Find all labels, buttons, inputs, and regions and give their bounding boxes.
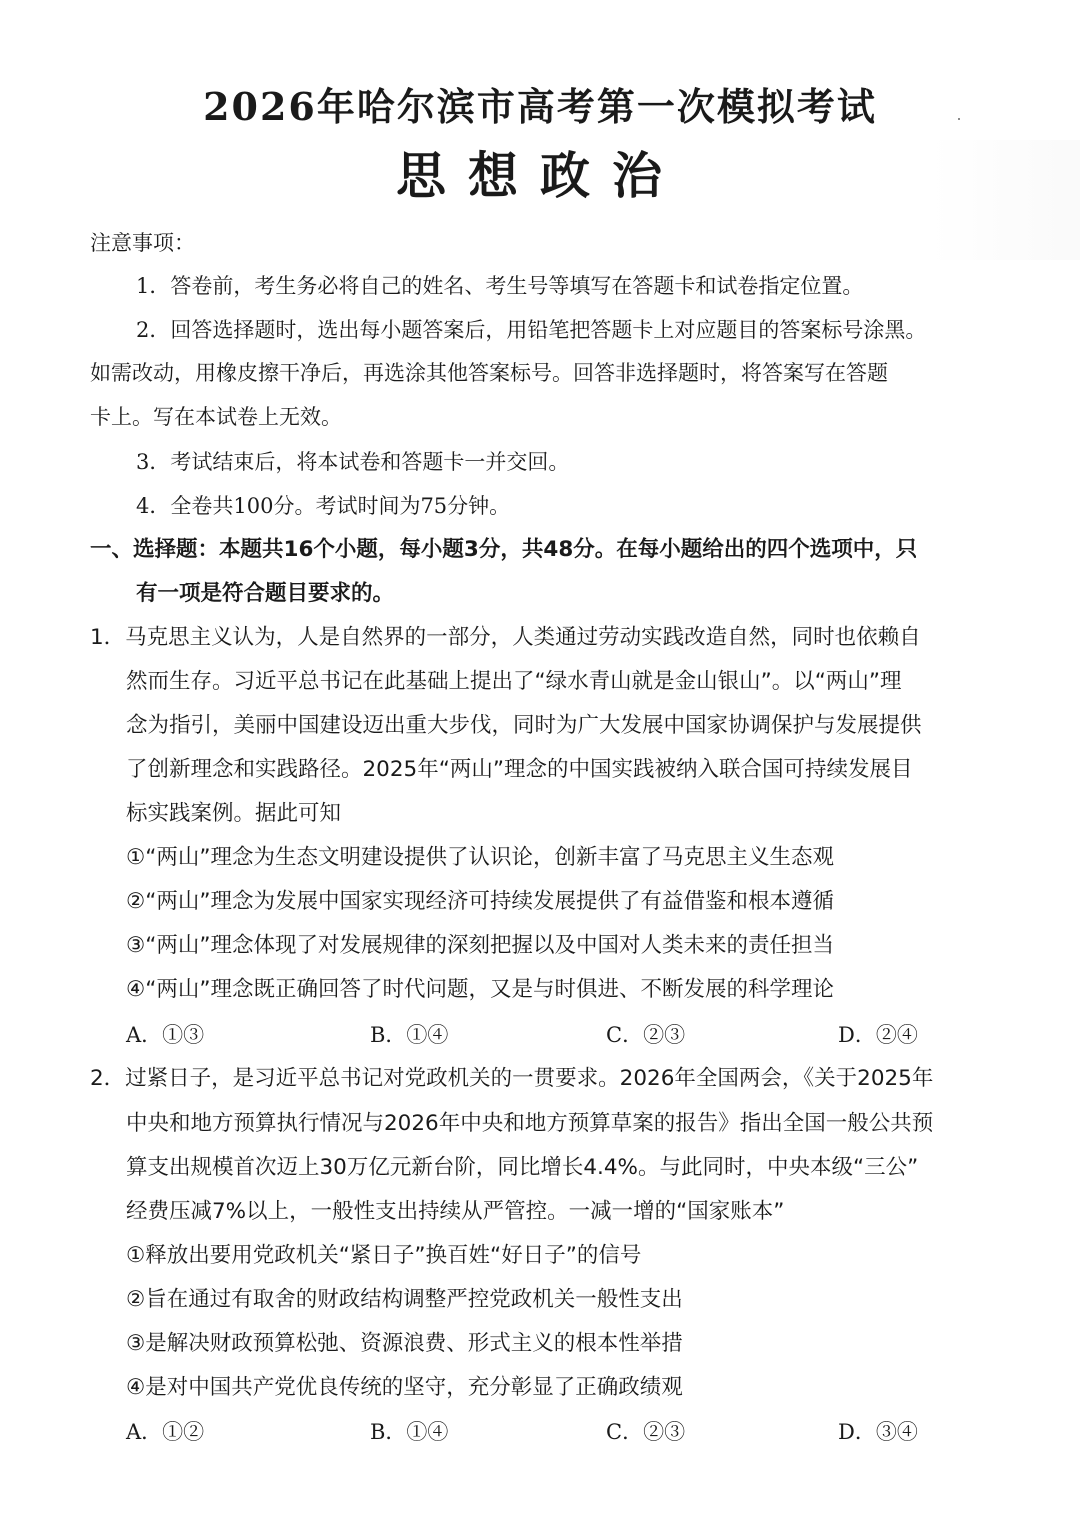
statement: ②“两山”理念为发展中国家实现经济可持续发展提供了有益借鉴和根本遵循 — [126, 889, 835, 914]
section-heading: 一、选择题：本题共16个小题，每小题3分，共48分。在每小题给出的四个选项中，只 — [90, 537, 918, 562]
question-stem: 标实践案例。据此可知 — [126, 801, 342, 826]
subject-title: 思想政治 — [396, 146, 684, 205]
statement: ④“两山”理念既正确回答了时代问题，又是与时俱进、不断发展的科学理论 — [126, 977, 835, 1002]
statement: ②旨在通过有取舍的财政结构调整严控党政机关一般性支出 — [126, 1287, 683, 1312]
answer-option-a: A．①② — [126, 1420, 205, 1444]
notice-line: 2．回答选择题时，选出每小题答案后，用铅笔把答题卡上对应题目的答案标号涂黑。 — [136, 318, 927, 342]
statement: ③是解决财政预算松弛、资源浪费、形式主义的根本性举措 — [126, 1331, 683, 1356]
notice-line: 卡上。写在本试卷上无效。 — [90, 405, 342, 429]
statement: ④是对中国共产党优良传统的坚守，充分彰显了正确政绩观 — [126, 1375, 683, 1400]
notice-line: 4．全卷共100分。考试时间为75分钟。 — [136, 494, 511, 518]
question-stem: 算支出规模首次迈上30万亿元新台阶，同比增长4.4%。与此同时，中央本级“三公” — [126, 1155, 919, 1180]
question-stem: 1．马克思主义认为，人是自然界的一部分，人类通过劳动实践改造自然，同时也依赖自 — [90, 625, 921, 650]
answer-option-a: A．①③ — [126, 1023, 205, 1047]
notice-heading: 注意事项： — [90, 231, 195, 255]
answer-option-d: D．③④ — [838, 1420, 918, 1444]
notice-line: 1．答卷前，考生务必将自己的姓名、考生号等填写在答题卡和试卷指定位置。 — [136, 274, 864, 298]
question-stem: 中央和地方预算执行情况与2026年中央和地方预算草案的报告》指出全国一般公共预 — [126, 1111, 934, 1136]
answer-option-c: C．②③ — [606, 1420, 686, 1444]
notice-line: 如需改动，用橡皮擦干净后，再选涂其他答案标号。回答非选择题时，将答案写在答题 — [90, 361, 888, 385]
question-stem: 2．过紧日子，是习近平总书记对党政机关的一贯要求。2026年全国两会，《关于2025年 — [90, 1066, 934, 1091]
section-heading: 有一项是符合题目要求的。 — [136, 581, 395, 606]
answer-option-b: B．①④ — [370, 1420, 449, 1444]
question-stem: 然而生存。习近平总书记在此基础上提出了“绿水青山就是金山银山”。以“两山”理 — [126, 669, 902, 694]
question-stem: 经费压减7%以上，一般性支出持续从严管控。一减一增的“国家账本” — [126, 1199, 785, 1224]
question-stem: 念为指引，美丽中国建设迈出重大步伐，同时为广大发展中国家协调保护与发展提供 — [126, 713, 922, 738]
answer-option-b: B．①④ — [370, 1023, 449, 1047]
answer-option-d: D．②④ — [838, 1023, 918, 1047]
statement: ①“两山”理念为生态文明建设提供了认识论，创新丰富了马克思主义生态观 — [126, 845, 835, 870]
statement: ①释放出要用党政机关“紧日子”换百姓“好日子”的信号 — [126, 1243, 642, 1268]
exam-title: 2026年哈尔滨市高考第一次模拟考试 — [203, 84, 877, 129]
answer-option-c: C．②③ — [606, 1023, 686, 1047]
notice-line: 3．考试结束后，将本试卷和答题卡一并交回。 — [136, 450, 570, 474]
statement: ③“两山”理念体现了对发展规律的深刻把握以及中国对人类未来的责任担当 — [126, 933, 835, 958]
question-stem: 了创新理念和实践路径。2025年“两山”理念的中国实践被纳入联合国可持续发展目 — [126, 757, 913, 782]
